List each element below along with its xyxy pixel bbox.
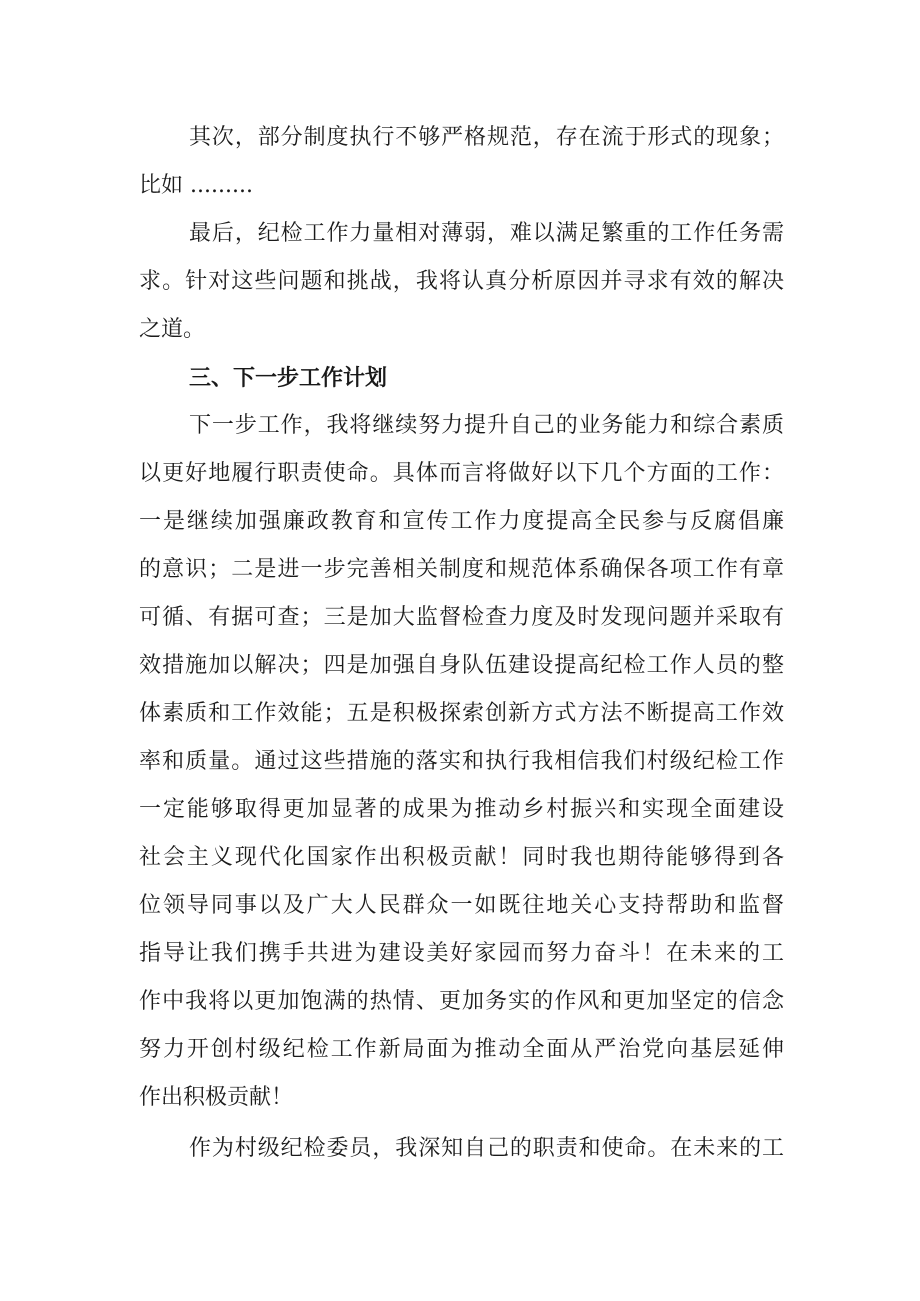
paragraph-line: 指导让我们携手共进为建设美好家园而努力奋斗！在未来的工: [139, 941, 784, 966]
paragraph-line: 作为村级纪检委员，我深知自己的职责和使命。在未来的工: [189, 1136, 784, 1161]
paragraph-line: 求。针对这些问题和挑战，我将认真分析原因并寻求有效的解决: [139, 269, 784, 294]
paragraph-line: 社会主义现代化国家作出积极贡献！同时我也期待能够得到各: [139, 845, 784, 870]
section-heading: 三、下一步工作计划: [189, 365, 388, 391]
paragraph-line: 其次，部分制度执行不够严格规范，存在流于形式的现象；: [189, 125, 784, 150]
paragraph-line: 可循、有据可查；三是加大监督检查力度及时发现问题并采取有: [139, 605, 784, 630]
paragraph-line: 作出积极贡献！: [139, 1085, 294, 1110]
paragraph-line: 下一步工作，我将继续努力提升自己的业务能力和综合素质: [189, 413, 784, 438]
paragraph-line: 一是继续加强廉政教育和宣传工作力度提高全民参与反腐倡廉: [139, 509, 784, 534]
paragraph-line: 之道。: [139, 317, 206, 342]
paragraph-line: 一定能够取得更加显著的成果为推动乡村振兴和实现全面建设: [139, 797, 784, 822]
paragraph-line: 以更好地履行职责使命。具体而言将做好以下几个方面的工作：: [139, 461, 784, 486]
paragraph-line: 比如 .........: [139, 173, 253, 198]
paragraph-line: 努力开创村级纪检工作新局面为推动全面从严治党向基层延伸: [139, 1037, 784, 1062]
paragraph-line: 位领导同事以及广大人民群众一如既往地关心支持帮助和监督: [139, 893, 784, 918]
paragraph-line: 效措施加以解决；四是加强自身队伍建设提高纪检工作人员的整: [139, 653, 784, 678]
paragraph-line: 作中我将以更加饱满的热情、更加务实的作风和更加坚定的信念: [139, 989, 784, 1014]
paragraph-line: 的意识；二是进一步完善相关制度和规范体系确保各项工作有章: [139, 557, 784, 582]
paragraph-line: 体素质和工作效能；五是积极探索创新方式方法不断提高工作效: [139, 701, 784, 726]
paragraph-line: 最后，纪检工作力量相对薄弱，难以满足繁重的工作任务需: [189, 221, 784, 246]
paragraph-line: 率和质量。通过这些措施的落实和执行我相信我们村级纪检工作: [139, 749, 784, 774]
